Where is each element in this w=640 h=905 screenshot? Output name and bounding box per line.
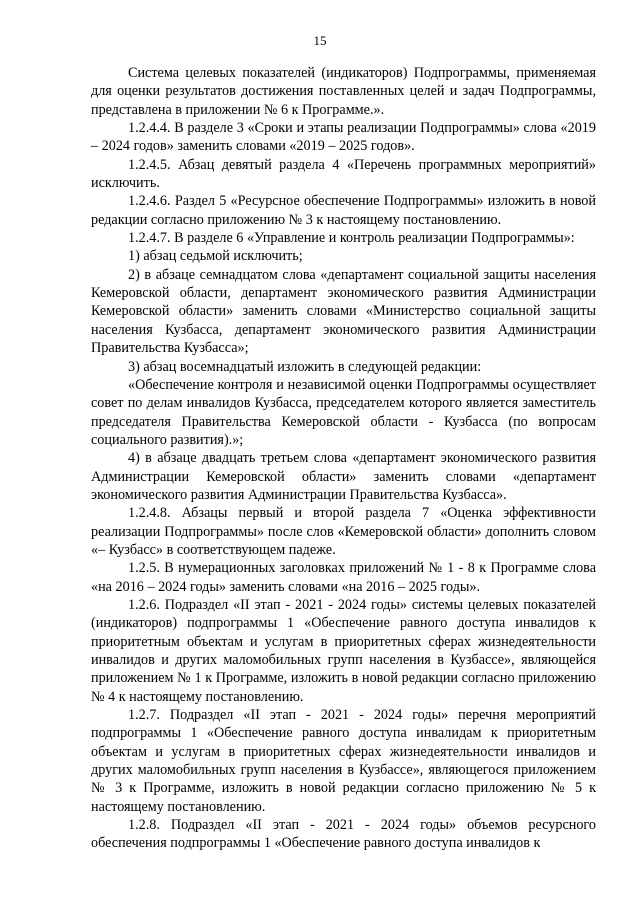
paragraph-1-2-4-7: 1.2.4.7. В разделе 6 «Управление и контроль реализации Подпрограммы»: <box>128 230 575 247</box>
paragraph-1-2-5: 1.2.5. В нумерационных заголовках приложений № 1 - 8 к Программе слова «на 2016 – 2024 годы» заменить словами «на 2016 – 2025 годы». <box>91 560 596 595</box>
paragraph-target-indicators: Система целевых показателей (индикаторов) Подпрограммы, применяемая для оценки результатов достижения поставленных целей и задач Подпрограммы, представлена в приложении № 6 к Программе.». <box>91 65 596 118</box>
paragraph-1-2-8: 1.2.8. Подраздел «II этап - 2021 - 2024 годы» объемов ресурсного обеспечения подпрограммы 1 «Обеспечение равного доступа инвалидов к <box>91 817 596 852</box>
quoted-new-wording: «Обеспечение контроля и независимой оценки Подпрограммы осуществляет совет по делам инвалидов Кузбасса, председателем которого является заместитель председателя Правительства Кемеровской области - Кузбасса (по вопросам социального развития).»; <box>91 376 596 448</box>
page-number: 15 <box>313 33 327 48</box>
list-item-1: 1) абзац седьмой исключить; <box>128 248 303 265</box>
paragraph-1-2-4-5: 1.2.4.5. Абзац девятый раздела 4 «Перечень программных мероприятий» исключить. <box>91 156 596 192</box>
paragraph-1-2-4-4: 1.2.4.4. В разделе 3 «Сроки и этапы реализации Подпрограммы» слова «2019 – 2024 годов» заменить словами «2019 – 2025 годов». <box>91 120 596 155</box>
paragraph-1-2-4-6: 1.2.4.6. Раздел 5 «Ресурсное обеспечение Подпрограммы» изложить в новой редакции согласно приложению № 3 к настоящему постановлению. <box>91 193 596 228</box>
list-item-2: 2) в абзаце семнадцатом слова «департамент социальной защиты населения Кемеровской области, департамент экономического развития Администрации Кемеровской области» заменить словами «Министерство социальной защиты населения Кузбасса, департамент экономического развития Администрации Правительства Кузбасса»; <box>91 266 596 357</box>
paragraph-1-2-6: 1.2.6. Подраздел «II этап - 2021 - 2024 годы» системы целевых показателей (индикаторов) подпрограммы 1 «Обеспечение равного доступа инвалидов к приоритетным объектам и услугам в приоритетных сферах жизнедеятельности инвалидов и других маломобильных групп населения в Кузбассе», являющейся приложением № 1 к Программе, изложить в новой редакции согласно приложению № 4 к настоящему постановлению. <box>91 596 596 705</box>
paragraph-1-2-7: 1.2.7. Подраздел «II этап - 2021 - 2024 годы» перечня мероприятий подпрограммы 1 «Обеспечение равного доступа инвалидам к приоритетным объектам и услугам в приоритетных сферах жизнедеятельности инвалидов и других маломобильных групп населения в Кузбассе», являющегося приложением № 3 к Программе, изложить в новой редакции согласно приложению № 5 к настоящему постановлению. <box>91 707 596 815</box>
document-body <box>91 64 596 853</box>
paragraph-1-2-4-8: 1.2.4.8. Абзацы первый и второй раздела 7 «Оценка эффективности реализации Подпрограммы» после слов «Кемеровской области» дополнить словом «– Кузбасс» в соответствующем падеже. <box>91 505 596 558</box>
list-item-4: 4) в абзаце двадцать третьем слова «департамент экономического развития Администрации Кемеровской области» заменить словами «департамент экономического развития Администрации Правительства Кузбасса». <box>91 450 596 503</box>
list-item-3: 3) абзац восемнадцатый изложить в следующей редакции: <box>128 358 482 375</box>
